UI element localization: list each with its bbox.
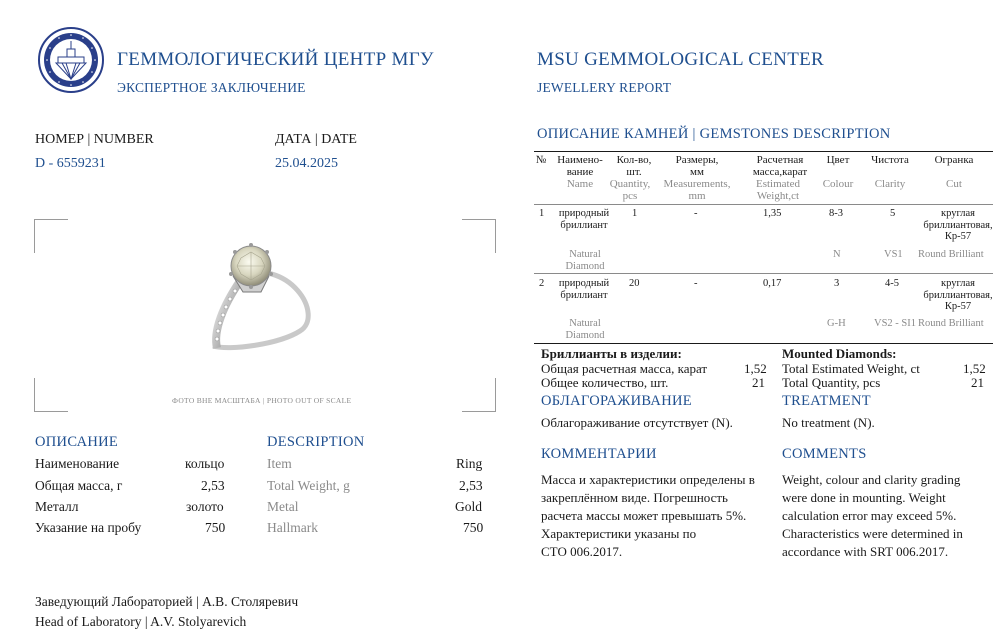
header-ru-title: ГЕММОЛОГИЧЕСКИЙ ЦЕНТР МГУ	[117, 49, 434, 70]
description-en-heading: DESCRIPTION	[267, 434, 365, 450]
msu-emblem-icon	[38, 27, 104, 93]
table-cell-weight: 0,17	[763, 278, 782, 289]
table-cell-size: -	[694, 208, 698, 219]
mounted-en-qty-value: 21	[971, 375, 984, 390]
mounted-en-weight-value: 1,52	[963, 361, 986, 376]
table-cell-name-en: Natural Diamond	[565, 249, 605, 272]
col-weight-header: Расчетная масса,карат	[752, 154, 808, 178]
description-en-value: 2,53	[459, 478, 483, 493]
frame-corner-bottom-right	[462, 378, 496, 412]
report-date-label: ДАТА | DATE	[275, 132, 357, 147]
mounted-ru-weight-value: 1,52	[744, 361, 767, 376]
comments-en-line: accordance with SRT 006.2017.	[782, 544, 949, 559]
table-cell-clarity-en: VS1	[884, 249, 903, 260]
table-cell-no: 1	[539, 208, 545, 219]
report-number-label: НОМЕР | NUMBER	[35, 132, 154, 147]
description-en-label: Hallmark	[267, 520, 318, 535]
description-ru-value: 750	[205, 520, 226, 535]
table-cell-cut-ru: круглая бриллиантовая, Кр-57	[923, 278, 993, 312]
description-ru-label: Наименование	[35, 456, 120, 471]
table-cell-weight: 1,35	[763, 208, 782, 219]
table-cell-colour-ru: 8-3	[829, 208, 843, 219]
table-cell-qty: 1	[632, 208, 638, 219]
mounted-en-heading: Mounted Diamonds:	[782, 346, 897, 361]
comments-en-heading: COMMENTS	[782, 446, 867, 462]
photo-out-of-scale-note: ФОТО ВНЕ МАСШТАБА | PHOTO OUT OF SCALE	[172, 396, 352, 405]
description-ru-value: 2,53	[201, 478, 225, 493]
comments-en-line: were done in mounting. Weight	[782, 490, 946, 505]
report-number-value: D - 6559231	[35, 156, 106, 171]
frame-corner-bottom-left	[34, 378, 68, 412]
comments-ru-line: закреплённом виде. Погрешность	[541, 490, 728, 505]
table-cell-size: -	[694, 278, 698, 289]
description-ru-heading: ОПИСАНИЕ	[35, 434, 119, 450]
table-cell-name-en: Natural Diamond	[565, 318, 605, 341]
table-top-rule	[534, 151, 993, 152]
col-size-header-en: Measurements, mm	[663, 178, 731, 202]
table-cell-clarity-en: VS2 - SI1	[874, 318, 917, 329]
table-cell-clarity-ru: 4-5	[885, 278, 899, 289]
description-ru-value: золото	[186, 499, 224, 514]
description-en-label: Total Weight, g	[267, 478, 350, 493]
frame-corner-top-right	[462, 219, 496, 253]
description-ru-label: Указание на пробу	[35, 520, 142, 535]
comments-ru-line: расчета массы может превышать 5%.	[541, 508, 747, 523]
header-en-subtitle: JEWELLERY REPORT	[537, 80, 672, 95]
table-cell-clarity-ru: 5	[890, 208, 896, 219]
comments-ru-heading: КОММЕНТАРИИ	[541, 446, 657, 462]
col-name-header-en: Name	[566, 178, 594, 190]
col-qty-header-en: Quantity, pcs	[609, 178, 651, 202]
treatment-en-text: No treatment (N).	[782, 415, 875, 430]
header-en-title: MSU GEMMOLOGICAL CENTER	[537, 49, 824, 70]
table-bottom-rule	[534, 343, 993, 344]
comments-en-line: Weight, colour and clarity grading	[782, 472, 961, 487]
gemstones-heading: ОПИСАНИЕ КАМНЕЙ | GEMSTONES DESCRIPTION	[537, 126, 891, 142]
treatment-en-heading: TREATMENT	[782, 393, 871, 409]
table-cell-cut-en: Round Brilliant	[918, 318, 984, 329]
comments-ru-line: СТО 006.2017.	[541, 544, 623, 559]
description-ru-label: Общая масса, г	[35, 478, 123, 493]
description-en-value: 750	[463, 520, 484, 535]
description-en-value: Ring	[456, 456, 483, 471]
mounted-ru-weight-label: Общая расчетная масса, карат	[541, 361, 708, 376]
table-cell-qty: 20	[629, 278, 640, 289]
table-row-rule	[534, 273, 993, 274]
table-cell-colour-en: G-H	[827, 318, 846, 329]
table-header-rule	[534, 204, 993, 205]
col-qty-header: Кол-во, шт.	[616, 154, 652, 178]
comments-en-text	[782, 471, 963, 561]
header-ru-subtitle: ЭКСПЕРТНОЕ ЗАКЛЮЧЕНИЕ	[117, 80, 306, 95]
mounted-ru-qty-label: Общее количество, шт.	[541, 375, 669, 390]
comments-en-line: Characteristics were determined in	[782, 526, 963, 541]
table-cell-colour-en: N	[833, 249, 841, 260]
report-date-value: 25.04.2025	[275, 156, 338, 171]
col-clarity-header: Чистота	[871, 154, 909, 166]
mounted-ru-heading: Бриллианты в изделии:	[541, 346, 682, 361]
table-cell-cut-en: Round Brilliant	[918, 249, 984, 260]
table-cell-name-ru: природный бриллиант	[558, 208, 610, 231]
col-clarity-header-en: Clarity	[874, 178, 906, 190]
col-cut-header-en: Cut	[946, 178, 962, 190]
treatment-ru-text: Облагораживание отсутствует (N).	[541, 415, 733, 430]
frame-corner-top-left	[34, 219, 68, 253]
table-cell-no: 2	[539, 278, 545, 289]
col-cut-header: Огранка	[934, 154, 974, 166]
col-colour-header-en: Colour	[822, 178, 854, 190]
comments-ru-text	[541, 471, 755, 561]
description-en-label: Metal	[267, 499, 299, 514]
col-size-header: Размеры, мм	[675, 154, 719, 178]
table-cell-cut-ru: круглая бриллиантовая, Кр-57	[923, 208, 993, 242]
comments-en-line: calculation error may exceed 5%.	[782, 508, 957, 523]
col-weight-header-en: Estimated Weight,ct	[756, 178, 800, 202]
mounted-en-qty-label: Total Quantity, pcs	[782, 375, 881, 390]
mounted-en-weight-label: Total Estimated Weight, ct	[782, 361, 920, 376]
signature-ru: Заведующий Лабораторией | А.В. Столяревич	[35, 594, 299, 609]
description-ru-label: Металл	[35, 499, 79, 514]
description-ru-value: кольцо	[185, 456, 225, 471]
comments-ru-line: Масса и характеристики определены в	[541, 472, 755, 487]
treatment-ru-heading: ОБЛАГОРАЖИВАНИЕ	[541, 393, 692, 409]
description-en-value: Gold	[455, 499, 482, 514]
ring-photo	[195, 236, 325, 366]
description-en-label: Item	[267, 456, 292, 471]
signature-en: Head of Laboratory | A.V. Stolyarevich	[35, 614, 247, 629]
mounted-ru-qty-value: 21	[752, 375, 765, 390]
col-colour-header: Цвет	[826, 154, 850, 166]
col-no-header: №	[535, 154, 547, 166]
table-cell-name-ru: природный бриллиант	[558, 278, 610, 301]
table-cell-colour-ru: 3	[834, 278, 840, 289]
col-name-header: Наимено- вание	[557, 154, 603, 178]
comments-ru-line: Характеристики указаны по	[541, 526, 697, 541]
